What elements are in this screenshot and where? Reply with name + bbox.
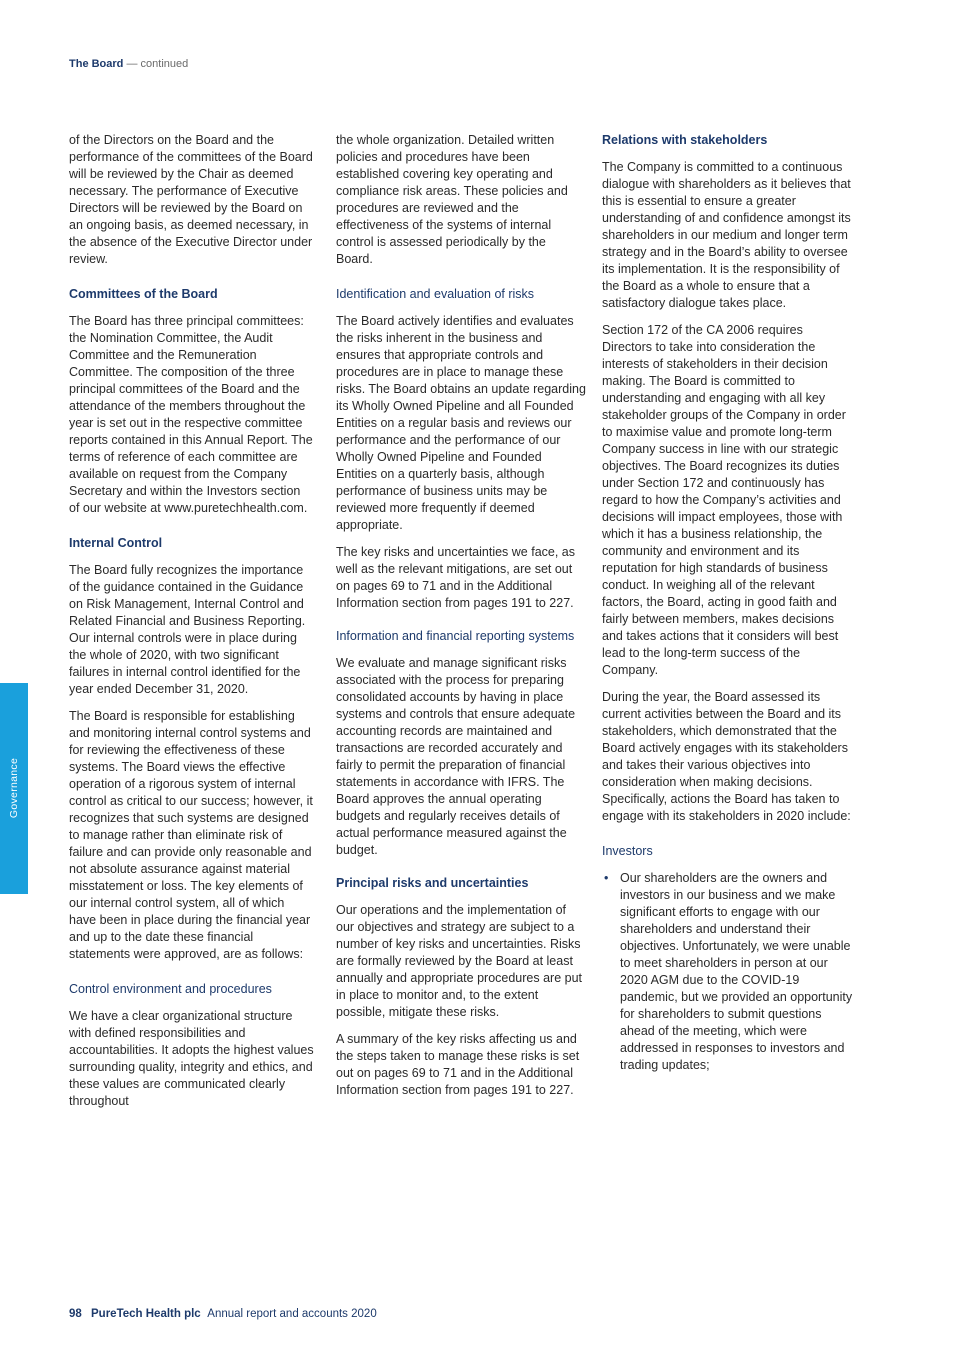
information-reporting-paragraph: We evaluate and manage significant risks associated with the process for preparing consolidated accounts by having in place systems and controls that ensure adequate accounting records are maintained and transactions are recorded accurately and fairly to permit the preparation of financial statements in accordance with IFRS. The Board approves the annual operating budgets and regularly receives details of actual performance measured against the budget.	[336, 656, 576, 857]
page-number: 98	[69, 1308, 82, 1320]
committees-paragraph: The Board has three principal committees: the Nomination Committee, the Audit Committee and the Remuneration Committee. The composition of the three principal committees of the Board and the attendance of the members throughout the year is set out in the respective committee reports contained in this Annual Report. The terms of reference of each committee are available on request from the Company Secretary and within the Investors section of our website at www.puretechhealth.com.	[69, 314, 313, 515]
running-header	[69, 58, 188, 70]
investors-bullet-list	[602, 870, 854, 1074]
header-title: The Board	[69, 58, 124, 70]
internal-control-paragraph-2: The Board is responsible for establishing and monitoring internal control systems and for reviewing the effectiveness of these systems. The Board views the effective operation of a rigorous system of internal control as critical to our success; however, it recognizes that such systems are designed to manage rather than eliminate risk of failure and can provide only reasonable and not absolute assurance against material misstatement or loss. The key elements of our internal control system, all of which have been in place during the financial year and up to the date these financial statements were approved, are as follows:	[69, 709, 313, 961]
footer-company-name: PureTech Health plc	[91, 1308, 201, 1320]
section-172-paragraph: Section 172 of the CA 2006 requires Directors to take into consideration the interests of stakeholders in their decision making. The Board is committed to understanding and engaging with all key stakeholder groups of the Company in order to maximise value and promote long-term Company success in line with our strategic objectives. The Board recognizes its duties under Section 172 and continuously has regard to how the Company’s activities and decisions will impact employees, those with which it has a business relationship, the community and environment and its reputation for high standards of business conduct. In weighing all of the relevant factors, the Board, acting in good faith and fairly between members, makes decisions and takes actions that it considers will best lead to the long-term success of the Company.	[602, 323, 846, 677]
column-1	[69, 132, 314, 1120]
information-reporting-heading: Information and financial reporting systems	[336, 629, 575, 643]
investors-bullet-text: Our shareholders are the owners and investors in our business and we make significant efforts to engage with our shareholders and understand their objectives. Unfortunately, we were unable to meet shareholders in person at our 2020 AGM due to the COVID-19 pandemic, but we provided an opportunity for shareholders to submit questions ahead of the meeting, which were addressed in responses to investors and trading updates;	[620, 871, 853, 1072]
principal-risks-paragraph-1: Our operations and the implementation of our objectives and strategy are subject to a number of key risks and uncertainties. Risks are formally reviewed by the Board at least annually and appropriate procedures are put in place to monitor and, to the extent possible, mitigate these risks.	[336, 903, 583, 1019]
section-side-tab	[0, 683, 28, 894]
internal-control-paragraph-1: The Board fully recognizes the importance of the guidance contained in the Guidance on Risk Management, Internal Control and Related Financial and Business Reporting. Our internal controls were in place during the whole of 2020, with two significant failures in internal control identified for the year ended December 31, 2020.	[69, 563, 306, 696]
column-3	[602, 132, 854, 1074]
risk-identification-paragraph: The Board actively identifies and evaluates the risks inherent in the business and ensures that appropriate controls and procedures are in place to manage these risks. The Board obtains an update regarding its Wholly Owned Pipeline and all Founded Entities on a regular basis and reviews our performance and the performance of our Wholly Owned Pipeline and Founded Entities on a quarterly basis, although performance of business units may be reviewed more frequently if deemed appropriate.	[336, 314, 586, 532]
investors-heading: Investors	[602, 844, 653, 858]
board-engagement-paragraph: During the year, the Board assessed its current activities between the Board and its stakeholders, which demonstrated that the Board actively engages with its stakeholders and takes their various objectives into consideration when making decisions. Specifically, actions the Board has taken to engage with its stakeholders in 2020 include:	[602, 690, 851, 823]
internal-control-heading: Internal Control	[69, 536, 163, 550]
key-risks-paragraph: The key risks and uncertainties we face, as well as the relevant mitigations, are set out on pages 69 to 71 and in the Additional Information section from pages 191 to 227.	[336, 545, 576, 610]
control-environment-paragraph: We have a clear organizational structure with defined responsibilities and accountabilities. It adopts the highest values surrounding quality, integrity and ethics, and these values are communicated clearly throughout	[69, 1009, 314, 1108]
header-continued: — continued	[126, 58, 189, 70]
bullet-icon: •	[604, 871, 609, 885]
organization-policies-paragraph: the whole organization. Detailed written policies and procedures have been established covering key operating and compliance risk areas. These policies and procedures are reviewed and the effectiveness of the systems of internal control is assessed periodically by the Board.	[336, 133, 568, 266]
principal-risks-paragraph-2: A summary of the key risks affecting us and the steps taken to manage these risks is set out on pages 69 to 71 and in the Additional Information section from pages 191 to 227.	[336, 1032, 580, 1097]
principal-risks-heading: Principal risks and uncertainties	[336, 876, 529, 890]
control-environment-heading: Control environment and procedures	[69, 982, 272, 996]
page-footer	[69, 1308, 377, 1320]
committees-heading: Committees of the Board	[69, 287, 218, 301]
stakeholder-relations-paragraph-1: The Company is committed to a continuous dialogue with shareholders as it believes that this is essential to ensure a greater understanding of and confidence amongst its shareholders in our medium and longer term strategy and in the Board’s ability to oversee its implementation. It is the responsibility of the Board as a whole to ensure that a satisfactory dialogue takes place.	[602, 160, 851, 310]
risk-identification-heading: Identification and evaluation of risks	[336, 287, 535, 301]
list-item	[602, 870, 854, 1074]
column-2	[336, 132, 586, 1109]
section-side-tab-label: Governance	[8, 757, 20, 819]
footer-report-title: Annual report and accounts 2020	[207, 1308, 377, 1320]
directors-review-paragraph: of the Directors on the Board and the performance of the committees of the Board will be reviewed by the Chair as deemed necessary. The performance of Executive Directors will be reviewed by the Board on an ongoing basis, as deemed necessary, in the absence of the Executive Director under review.	[69, 133, 313, 266]
stakeholder-relations-heading: Relations with stakeholders	[602, 133, 768, 147]
